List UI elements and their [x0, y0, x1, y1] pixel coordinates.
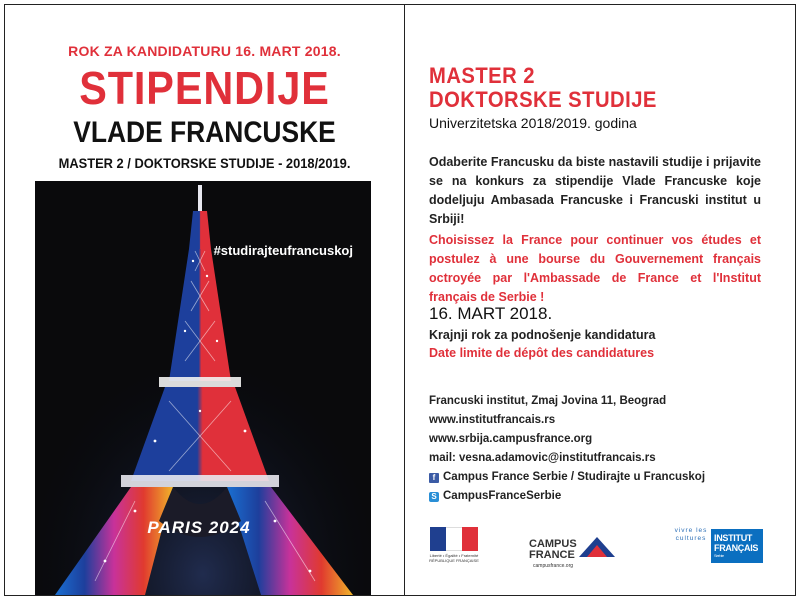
contact-address: Francuski institut, Zmaj Jovina 11, Beograd [429, 395, 667, 407]
eiffel-tower-photo [35, 181, 371, 595]
right-panel [405, 5, 797, 595]
deadline-date: 16. MART 2018. [429, 304, 553, 323]
paris-2024-banner: PARIS 2024 [147, 518, 251, 537]
contact-site-campusfrance[interactable]: www.srbija.campusfrance.org [429, 433, 593, 445]
republique-francaise-logo [429, 527, 479, 567]
deadline-label-serbian: Krajnji rok za podnošenje kandidatura [429, 328, 656, 342]
cf-line2: FRANCE [529, 549, 575, 561]
sub-title: VLADE FRANCUSKE [73, 116, 336, 149]
facebook-label: Campus France Serbie / Studirajte u Francuskoj [443, 471, 706, 483]
contact-facebook[interactable] [429, 468, 705, 487]
deadline-label-french: Date limite de dépôt des candidatures [429, 346, 655, 360]
hashtag-label: #studirajteufrancuskoj [213, 243, 353, 258]
skype-label: CampusFranceSerbie [443, 490, 562, 502]
contact-site-institut[interactable]: www.institutfrancais.rs [429, 414, 556, 426]
campus-france-url: campusfrance.org [533, 563, 574, 569]
contact-mail[interactable]: mail: vesna.adamovic@institutfrancais.rs [429, 452, 656, 464]
heading-doktorske: DOKTORSKE STUDIJE [429, 87, 657, 112]
campus-france-mark-icon [577, 535, 617, 559]
republique-francaise-text: Liberté • Égalité • Fraternité RÉPUBLIQUE FRANÇAISE [429, 553, 479, 563]
paragraph-french: Choisissez la France pour continuer vos études et postulez à une bourse du Gouvernement français octroyée par l'Ambassade de France et l'Institut français de Serbie ! [429, 233, 761, 304]
left-panel [5, 5, 404, 595]
skype-icon: S [429, 492, 439, 502]
main-title: STIPENDIJE [79, 62, 330, 114]
paragraph-serbian: Odaberite Francusku da biste nastavili studije i prijavite se na konkurs za stipendije Vlade Francuske koje dodeljuju Ambasada Francuske i Francuski institut u Srbiji! [429, 155, 761, 226]
flyer-card [4, 4, 796, 596]
vivre-les-cultures-text: vivre les cultures [674, 527, 708, 542]
program-line: MASTER 2 / DOKTORSKE STUDIJE - 2018/2019. [58, 155, 351, 171]
cf-line1: CAMPUS [529, 538, 577, 550]
campus-france-logo [529, 533, 617, 569]
if-name: INSTITUT FRANÇAIS [714, 533, 759, 553]
contact-block [429, 392, 705, 506]
campus-france-wordmark [529, 539, 577, 561]
deadline-banner: ROK ZA KANDIDATURU 16. MART 2018. [68, 43, 341, 59]
if-sub: Serbie [714, 553, 724, 558]
contact-skype[interactable] [429, 487, 705, 506]
facebook-icon: f [429, 473, 439, 483]
french-flag-icon [430, 527, 478, 551]
heading-master: MASTER 2 [429, 63, 536, 88]
academic-year: Univerzitetska 2018/2019. godina [429, 115, 637, 131]
institut-francais-box [711, 529, 763, 563]
institut-francais-logo [673, 527, 777, 563]
